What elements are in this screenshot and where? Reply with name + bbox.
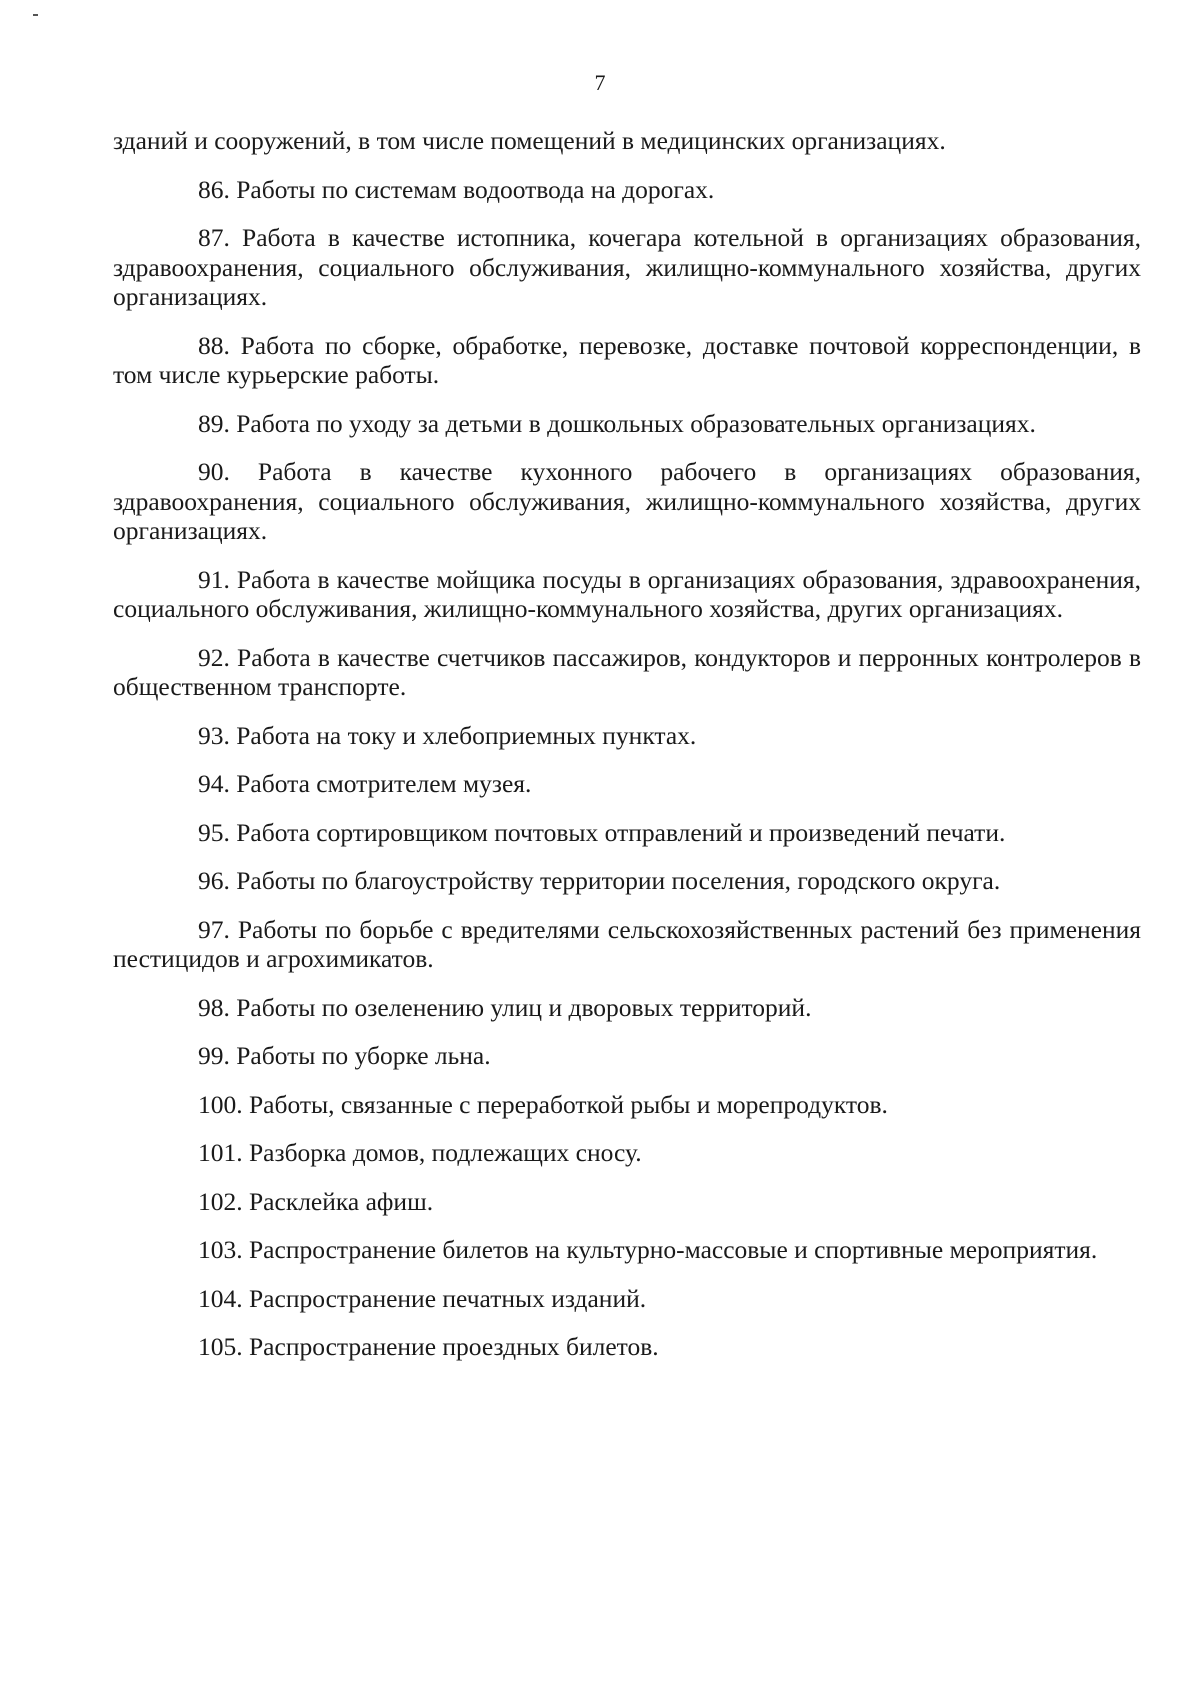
scan-artifact-dot — [33, 14, 38, 16]
list-item-87: 87. Работа в качестве истопника, кочегара котельной в организациях образования, здравоохранения, социального обслуживания, жилищно-коммунального хозяйства, других организациях. — [113, 223, 1141, 311]
list-item-98: 98. Работы по озеленению улиц и дворовых территорий. — [198, 992, 812, 1022]
list-item-86: 86. Работы по системам водоотвода на дорогах. — [198, 174, 715, 204]
list-item-103: 103. Распространение билетов на культурно-массовые и спортивные мероприятия. — [198, 1235, 1098, 1264]
list-item-96: 96. Работы по благоустройству территории поселения, городского округа. — [198, 866, 1001, 895]
list-item-89: 89. Работа по уходу за детьми в дошкольных образовательных организациях. — [198, 408, 1036, 438]
list-item-104: 104. Распространение печатных изданий. — [198, 1283, 647, 1313]
paragraph-continuation: зданий и сооружений, в том числе помещений в медицинских организациях. — [113, 126, 946, 155]
list-item-90: 90. Работа в качестве кухонного рабочего в организациях образования, здравоохранения, социального обслуживания, жилищно-коммунального хозяйства, других организациях. — [113, 457, 1141, 545]
list-item-91: 91. Работа в качестве мойщика посуды в организациях образования, здравоохранения, социального обслуживания, жилищно-коммунального хозяйства, других организациях. — [113, 564, 1141, 623]
list-item-101: 101. Разборка домов, подлежащих сносу. — [198, 1138, 642, 1167]
page-number: 7 — [594, 70, 606, 95]
list-item-95: 95. Работа сортировщиком почтовых отправлений и произведений печати. — [198, 817, 1006, 847]
list-item-94: 94. Работа смотрителем музея. — [198, 769, 532, 798]
list-item-102: 102. Расклейка афиш. — [198, 1186, 434, 1216]
list-item-99: 99. Работы по уборке льна. — [198, 1041, 491, 1070]
list-item-93: 93. Работа на току и хлебоприемных пунктах. — [198, 720, 697, 750]
list-item-88: 88. Работа по сборке, обработке, перевозке, доставке почтовой корреспонденции, в том числе курьерские работы. — [113, 330, 1141, 389]
list-item-92: 92. Работа в качестве счетчиков пассажиров, кондукторов и перронных контролеров в общественном транспорте. — [113, 642, 1141, 701]
list-item-100: 100. Работы, связанные с переработкой рыбы и морепродуктов. — [198, 1089, 888, 1119]
document-body — [113, 126, 1141, 1381]
list-item-97: 97. Работы по борьбе с вредителями сельскохозяйственных растений без применения пестицидов и агрохимикатов. — [113, 914, 1141, 973]
list-item-105: 105. Распространение проездных билетов. — [198, 1332, 659, 1361]
